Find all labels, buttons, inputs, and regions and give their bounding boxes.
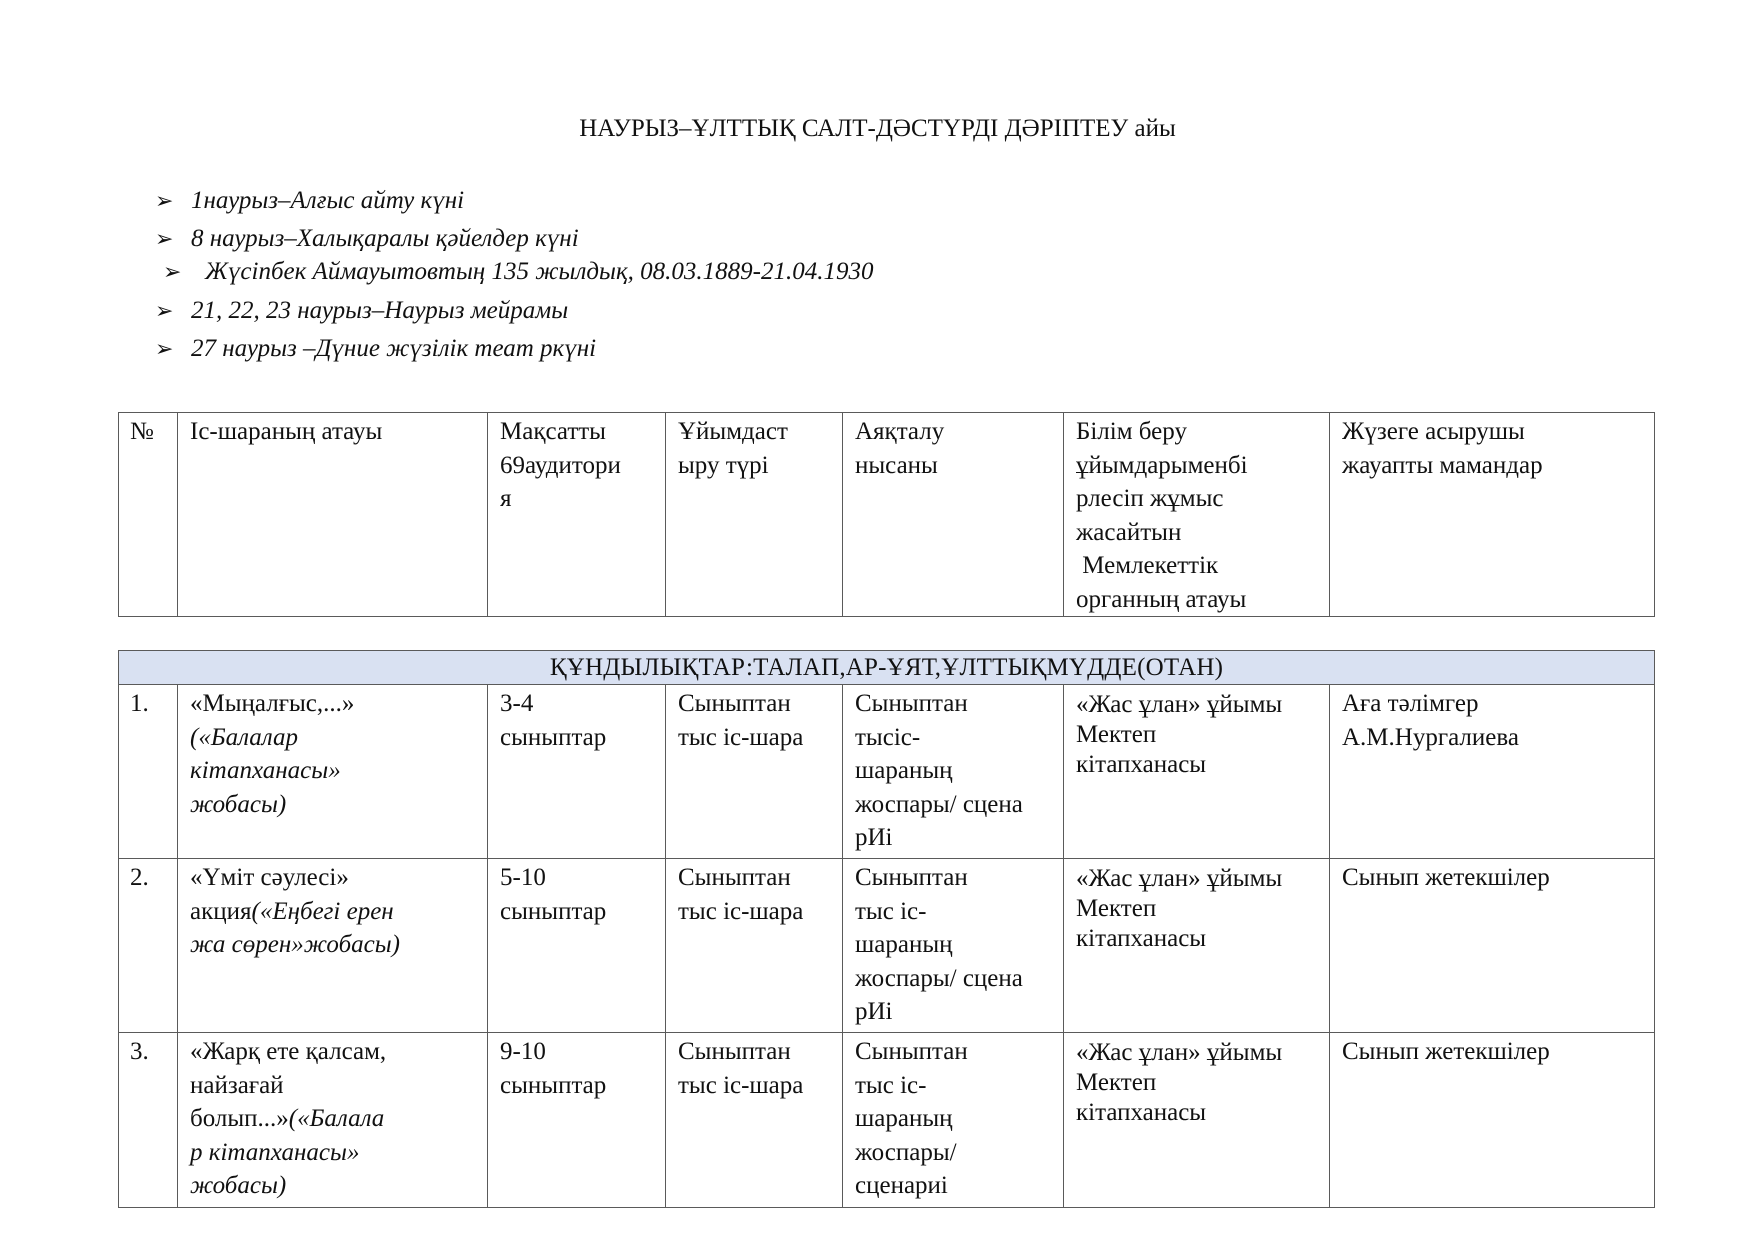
header-form-line: ыру түрі	[678, 451, 769, 479]
row-form-line: тыс іс-шара	[678, 1071, 804, 1099]
header-partner-line: жасайтын	[1076, 518, 1182, 546]
header-responsible-line: жауапты мамандар	[1342, 451, 1543, 479]
row-name-italic: жа сөрен»жобасы)	[190, 931, 400, 958]
row-partner	[1064, 859, 1330, 1033]
row-partner-line: «Жас ұлан» ұйымы	[1076, 1039, 1283, 1066]
row-audience-line: сыныптар	[500, 1071, 607, 1099]
row-name-line: жобасы)	[190, 790, 287, 818]
arrow-bullet-icon: ➢	[163, 259, 182, 284]
header-form-line: Ұйымдаст	[678, 418, 788, 445]
date-text: 1наурыз–Алғыс айту күні	[191, 187, 465, 214]
header-name: Іс-шараның атауы	[178, 413, 488, 617]
arrow-bullet-icon: ➢	[155, 298, 174, 323]
row-result-line: жоспары/	[855, 1138, 957, 1166]
row-form	[666, 1033, 843, 1208]
header-partner-line: рлесіп жұмыс	[1076, 485, 1224, 512]
row-audience-line: сыныптар	[500, 723, 607, 751]
row-name-plain: найзағай	[190, 1071, 284, 1099]
header-partner-line: ұйымдарыменбі	[1076, 451, 1248, 479]
header-audience-line: 69аудитори	[500, 451, 621, 479]
row-name-line: «Мыңалғыс,...»	[190, 690, 355, 717]
row-result-line: тыс іс-	[855, 897, 927, 925]
row-audience	[488, 685, 666, 859]
table-row	[119, 859, 1655, 1033]
row-audience	[488, 859, 666, 1033]
date-item	[155, 224, 579, 254]
row-result	[843, 859, 1064, 1033]
row-result-line: шараның	[855, 757, 953, 784]
row-name	[178, 1033, 488, 1208]
row-responsible-line: Сынып жетекшілер	[1342, 1038, 1550, 1065]
row-responsible	[1330, 685, 1655, 859]
header-audience-line: я	[500, 485, 512, 512]
row-audience-line: 9-10	[500, 1038, 546, 1065]
row-result-line: шараның	[855, 931, 953, 958]
header-num: №	[119, 413, 178, 617]
row-partner-line: «Жас ұлан» ұйымы	[1076, 865, 1283, 892]
row-name-plain: «Жарқ ете қалсам,	[190, 1038, 387, 1065]
row-result-line: жоспары/ сцена	[855, 790, 1023, 818]
row-audience-line: сыныптар	[500, 897, 607, 925]
row-name-line	[190, 1102, 477, 1136]
row-name-line	[190, 895, 477, 929]
row-name-line: («Балалар	[190, 723, 298, 751]
row-name-plain: болып...»	[190, 1105, 289, 1132]
row-result	[843, 1033, 1064, 1208]
date-item	[163, 257, 873, 287]
row-num: 1.	[119, 685, 178, 859]
row-form-line: Сыныптан	[678, 1038, 791, 1065]
events-table	[118, 650, 1655, 1208]
page-title: НАУРЫЗ–ҰЛТТЫҚ САЛТ-ДӘСТҮРДІ ДӘРІПТЕУ айы	[579, 115, 1176, 142]
row-audience-line: 5-10	[500, 864, 546, 891]
header-result-line: Аяқталу	[855, 418, 945, 445]
row-name-line	[190, 861, 477, 895]
header-partner	[1064, 413, 1330, 617]
date-text: Жүсіпбек Аймауытовтың 135 жылдық, 08.03.1889-21.04.1930	[205, 258, 874, 285]
row-num: 3.	[119, 1033, 178, 1208]
row-name	[178, 685, 488, 859]
row-partner	[1064, 685, 1330, 859]
row-result-line: шараның	[855, 1105, 953, 1132]
row-form-line: Сыныптан	[678, 690, 791, 717]
row-responsible	[1330, 859, 1655, 1033]
row-result-line: сценариі	[855, 1172, 948, 1199]
row-partner-line: кітапханасы	[1076, 1099, 1207, 1126]
arrow-bullet-icon: ➢	[155, 188, 174, 213]
row-form-line: Сыныптан	[678, 864, 791, 891]
table-row	[119, 1033, 1655, 1208]
row-responsible-line: А.М.Нургалиева	[1342, 723, 1519, 751]
row-partner	[1064, 1033, 1330, 1208]
date-item	[155, 334, 596, 364]
header-partner-line: Білім беру	[1076, 418, 1187, 445]
header-result	[843, 413, 1064, 617]
section-title: ҚҰНДЫЛЫҚТАР:ТАЛАП,АР-ҰЯТ,ҰЛТТЫҚМҮДДЕ(ОТАН)	[119, 651, 1655, 685]
header-row	[119, 413, 1655, 617]
row-num: 2.	[119, 859, 178, 1033]
header-table	[118, 412, 1655, 617]
header-partner-line: органның атауы	[1076, 585, 1247, 613]
date-item	[155, 186, 464, 216]
row-responsible-line: Аға тәлімгер	[1342, 690, 1479, 717]
row-name-line: кітапханасы»	[190, 757, 341, 784]
arrow-bullet-icon: ➢	[155, 226, 174, 251]
row-name-italic: («Еңбегі ерен	[251, 897, 394, 925]
row-form-line: тыс іс-шара	[678, 723, 804, 751]
date-text: 8 наурыз–Халықаралы қәйелдер күні	[191, 225, 579, 252]
row-result-line: Сыныптан	[855, 864, 968, 891]
row-responsible	[1330, 1033, 1655, 1208]
row-result-line: тыс іс-	[855, 1071, 927, 1099]
row-result-line: тысіс-	[855, 723, 921, 751]
arrow-bullet-icon: ➢	[155, 336, 174, 361]
row-form-line: тыс іс-шара	[678, 897, 804, 925]
header-audience	[488, 413, 666, 617]
date-text: 21, 22, 23 наурыз–Наурыз мейрамы	[191, 297, 569, 324]
row-form	[666, 685, 843, 859]
row-name-italic: («Балала	[288, 1105, 385, 1132]
row-name	[178, 859, 488, 1033]
row-result-line: рИі	[855, 824, 893, 851]
row-name-italic: р кітапханасы»	[190, 1138, 360, 1166]
row-name-plain: акция	[190, 897, 252, 925]
section-row	[119, 651, 1655, 685]
header-partner-line: Мемлекеттік	[1076, 552, 1219, 579]
row-name-plain: «Үміт сәулесі»	[190, 864, 349, 891]
row-form	[666, 859, 843, 1033]
header-responsible	[1330, 413, 1655, 617]
header-audience-line: Мақсатты	[500, 418, 606, 445]
row-result-line: Сыныптан	[855, 690, 968, 717]
row-result-line: жоспары/ сцена	[855, 964, 1023, 992]
row-partner-line: Мектеп	[1076, 721, 1157, 748]
date-item	[155, 296, 568, 326]
row-responsible-line: Сынып жетекшілер	[1342, 864, 1550, 891]
row-name-italic: жобасы)	[190, 1172, 287, 1199]
row-audience	[488, 1033, 666, 1208]
header-form	[666, 413, 843, 617]
row-result-line: рИі	[855, 998, 893, 1025]
row-result	[843, 685, 1064, 859]
date-text: 27 наурыз –Дүние жүзілік теат ркүні	[191, 335, 597, 362]
row-result-line: Сыныптан	[855, 1038, 968, 1065]
row-audience-line: 3-4	[500, 690, 534, 717]
header-result-line: нысаны	[855, 451, 938, 479]
row-partner-line: Мектеп	[1076, 1069, 1157, 1096]
row-partner-line: «Жас ұлан» ұйымы	[1076, 691, 1283, 718]
table-row	[119, 685, 1655, 859]
header-responsible-line: Жүзеге асырушы	[1342, 418, 1525, 445]
row-partner-line: кітапханасы	[1076, 925, 1207, 952]
row-partner-line: кітапханасы	[1076, 751, 1207, 778]
row-partner-line: Мектеп	[1076, 895, 1157, 922]
